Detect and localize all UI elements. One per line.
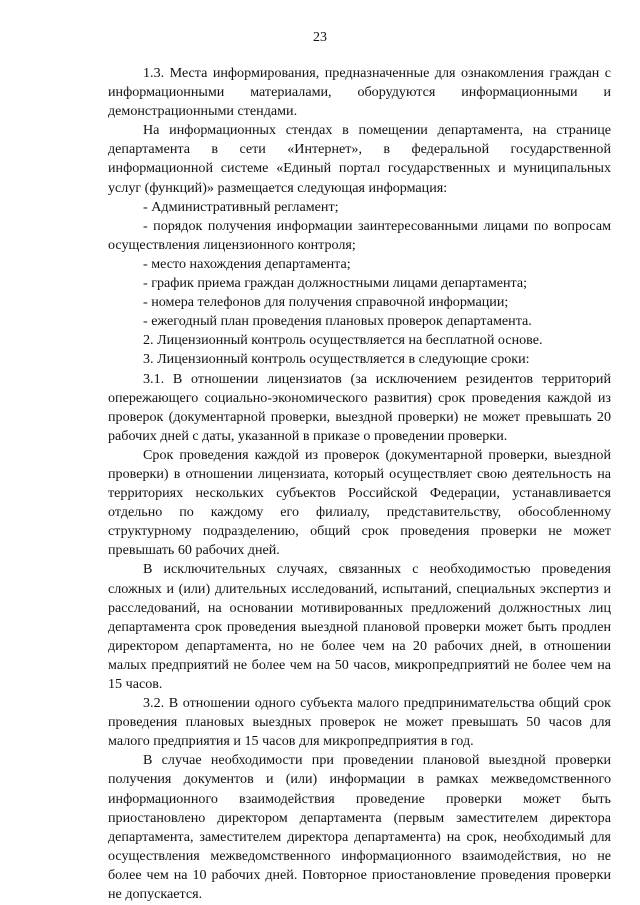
list-item-annual-plan: - ежегодный план проведения плановых проверок департамента.: [143, 313, 532, 330]
list-item-info-procedure: - порядок получения информации заинтересованными лицами по вопросам осуществления лицензионного контроля;: [108, 217, 611, 253]
list-item-regulation: - Административный регламент;: [143, 198, 339, 215]
document-body: [108, 64, 611, 904]
paragraph-multi-region-term: Срок проведения каждой из проверок (документарной проверки, выездной проверки) в отношении лицензиата, который осуществляет свою деятельность на территориях нескольких субъектов Российской Федерации, устанавливается отдельно по каждому его филиалу, представительству, обособленному структурному подразделению, общий срок проведения проверки не может превышать 60 рабочих дней.: [108, 446, 611, 559]
paragraph-1-3-information-places: 1.3. Места информирования, предназначенные для ознакомления граждан с информационными материалами, оборудуются информационными и демонстрационными стендами.: [108, 65, 611, 120]
paragraph-3-terms: 3. Лицензионный контроль осуществляется в следующие сроки:: [143, 351, 530, 368]
page-number: 23: [313, 30, 327, 45]
paragraph-exceptional-cases: В исключительных случаях, связанных с необходимостью проведения сложных и (или) длительных исследований, испытаний, специальных экспертиз и расследований, на основании мотивированных предложений должностных лиц департамента срок проведения выездной плановой проверки может быть продлен директором департамента, но не более чем на 20 рабочих дней, в отношении малых предприятий не более чем на 50 часов, микропредприятий не более чем на 15 часов.: [108, 561, 611, 692]
list-item-reception-schedule: - график приема граждан должностными лицами департамента;: [143, 275, 528, 292]
paragraph-suspension: В случае необходимости при проведении плановой выездной проверки получения документов и (или) информации в рамках межведомственного информационного взаимодействия проведение проверки может быть приостановлено директором департамента (первым заместителем директора департамента, заместителем директора департамента) на срок, необходимый для осуществления межведомственного информационного взаимодействия, но не более чем на 10 рабочих дней. Повторное приостановление проведения проверки не допускается.: [108, 752, 611, 903]
list-item-phone-numbers: - номера телефонов для получения справочной информации;: [143, 294, 509, 311]
list-item-location: - место нахождения департамента;: [143, 255, 351, 272]
paragraph-3-1-licensees: 3.1. В отношении лицензиатов (за исключением резидентов территорий опережающего социально-экономического развития) срок проведения каждой из проверок (документарной проверки, выездной проверки) не может превышать 20 рабочих дней с даты, указанной в приказе о проведении проверки.: [108, 370, 611, 444]
paragraph-3-2-small-business: 3.2. В отношении одного субъекта малого предпринимательства общий срок проведения плановых выездных проверок не может превышать 50 часов для малого предприятия и 15 часов для микропредприятия в год.: [108, 695, 611, 750]
paragraph-2-free-of-charge: 2. Лицензионный контроль осуществляется на бесплатной основе.: [143, 332, 543, 349]
paragraph-information-stands: На информационных стендах в помещении департамента, на странице департамента в сети «Интернет», в федеральной государственной информационной системе «Единый портал государственных и муниципальных услуг (функций)» размещается следующая информация:: [108, 122, 611, 196]
